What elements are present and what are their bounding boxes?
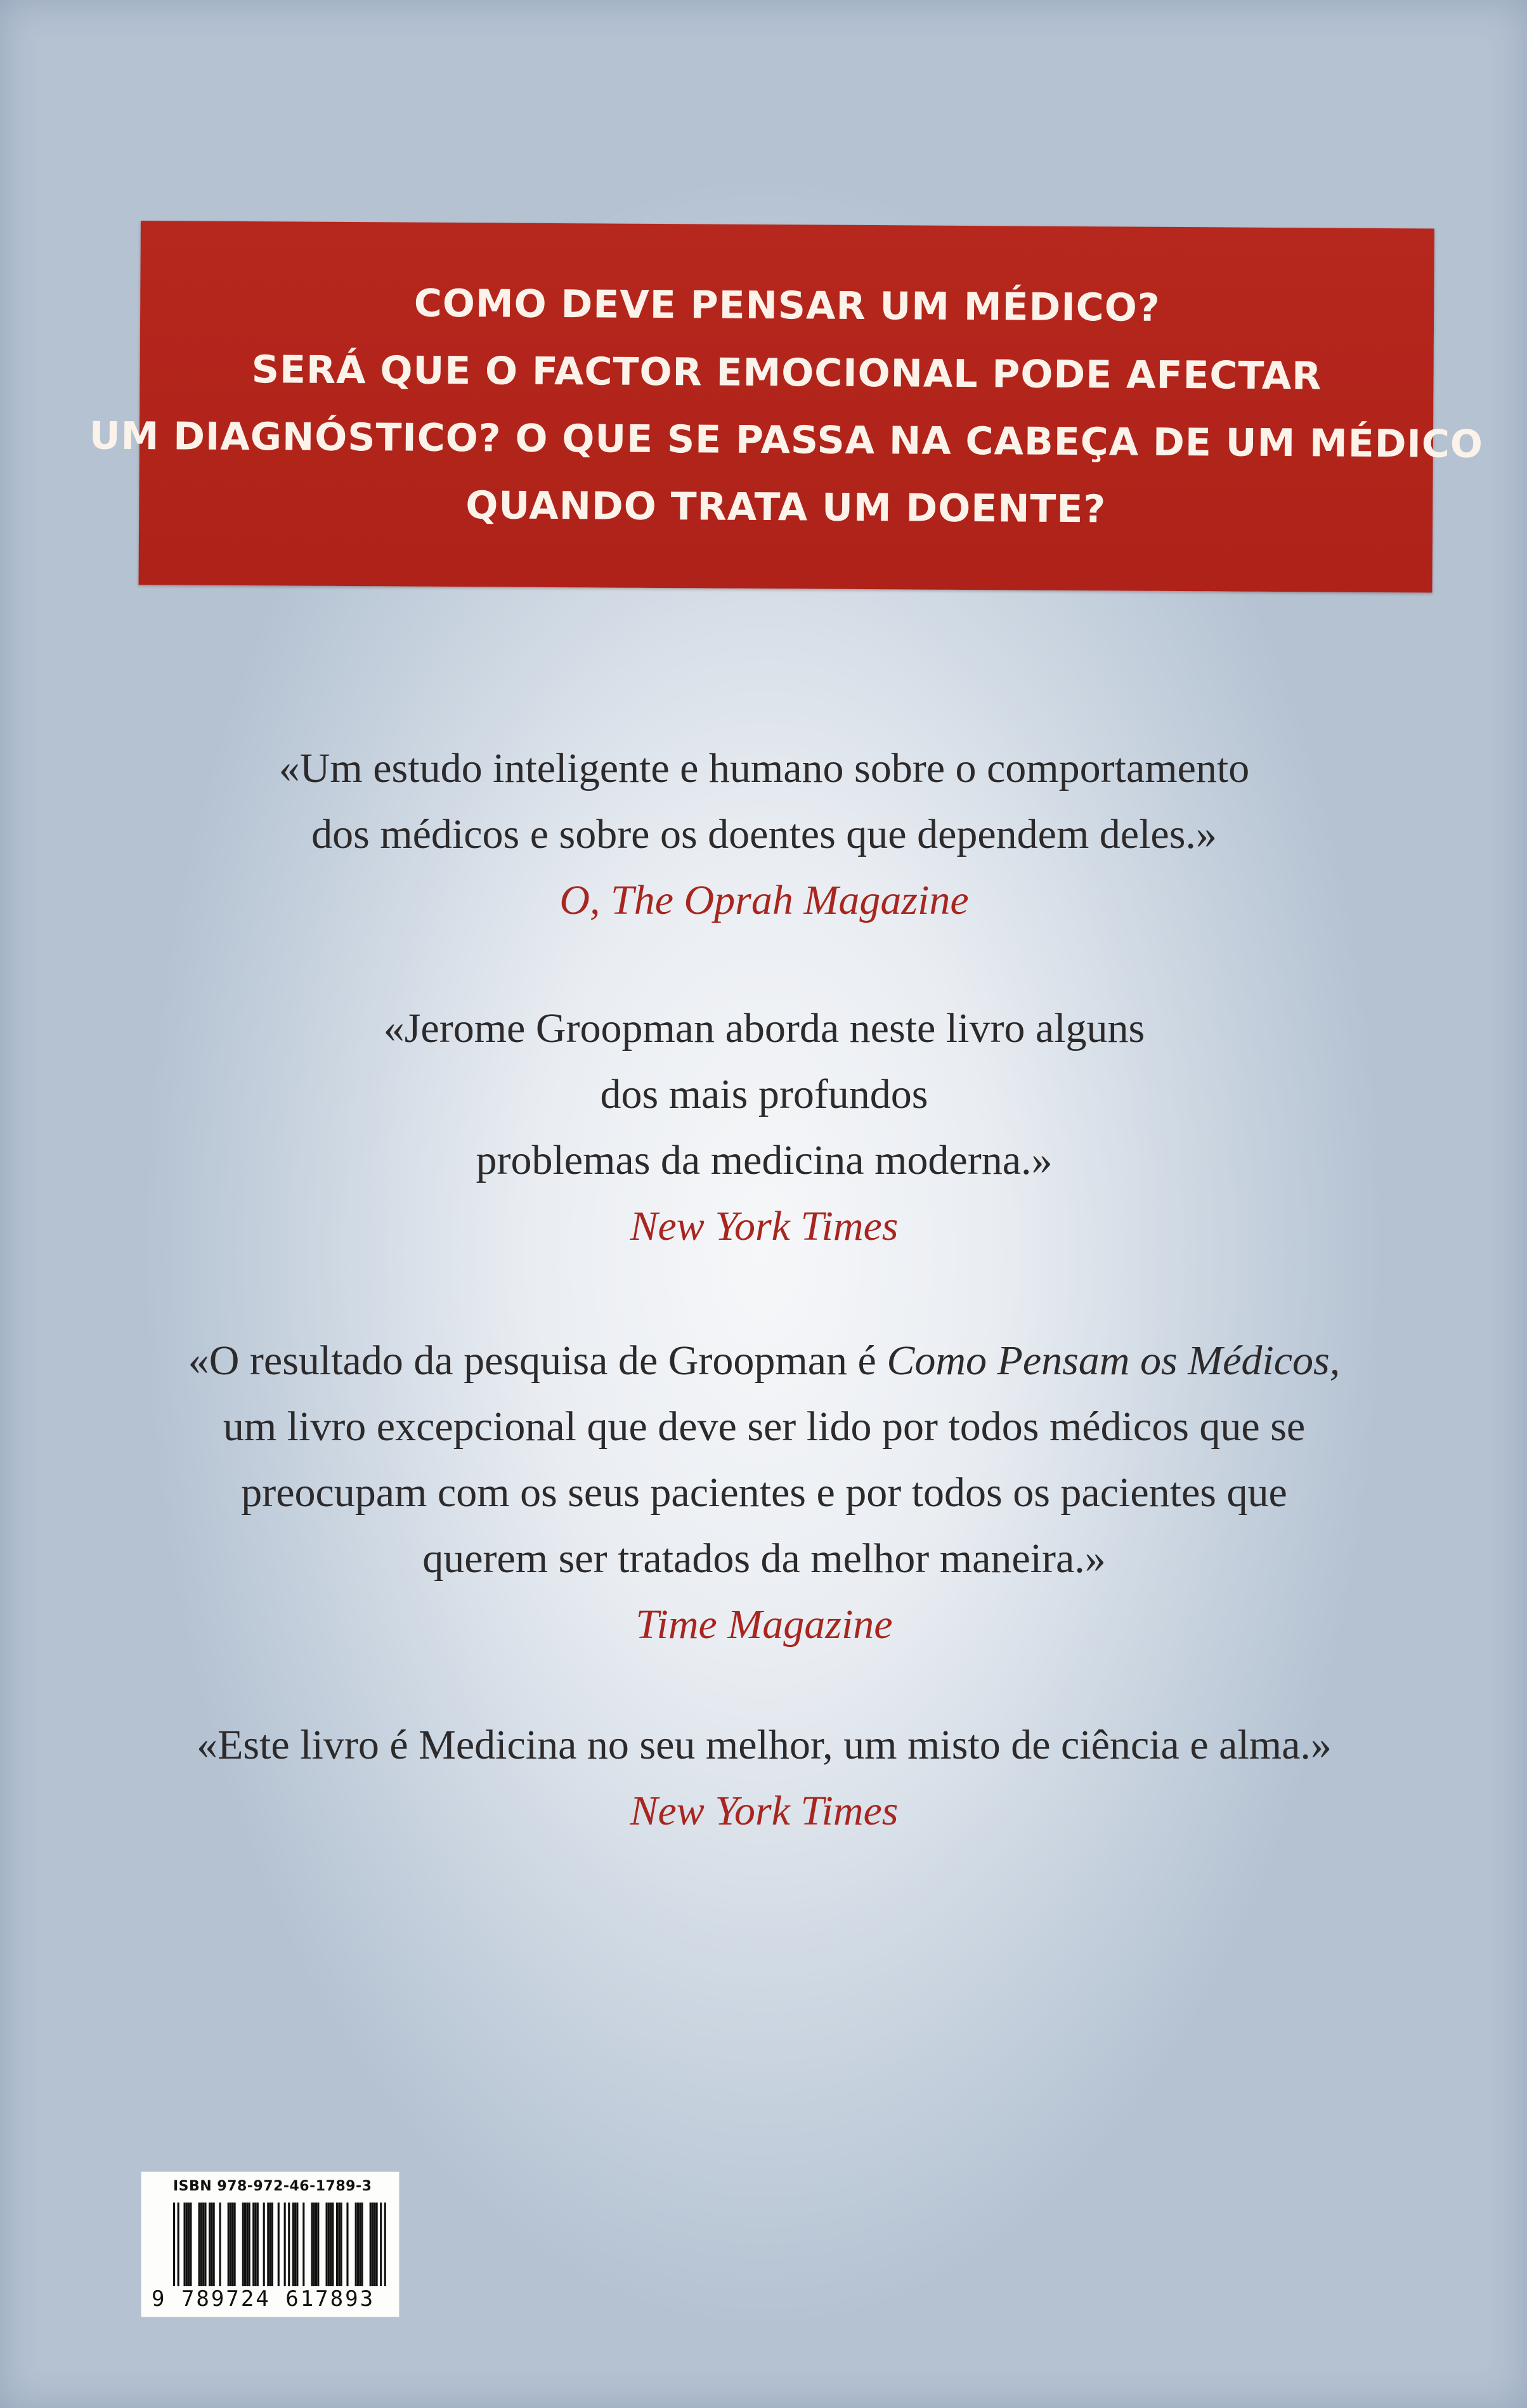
barcode-bar bbox=[270, 2203, 271, 2286]
barcode-bar bbox=[294, 2203, 296, 2286]
barcode-bars bbox=[173, 2203, 386, 2286]
barcode-bar bbox=[278, 2203, 280, 2286]
barcode-bar bbox=[186, 2203, 188, 2286]
barcode-bar bbox=[246, 2203, 248, 2286]
barcode-bar bbox=[183, 2203, 185, 2286]
barcode-bar bbox=[338, 2203, 340, 2286]
barcode-bar bbox=[271, 2203, 273, 2286]
review-quote-oprah bbox=[101, 736, 1427, 934]
barcode-bar bbox=[200, 2203, 202, 2286]
quote-source: O, The Oprah Magazine bbox=[559, 877, 969, 923]
barcode-bar bbox=[376, 2203, 378, 2286]
isbn-label: ISBN 978-972-46-1789-3 bbox=[173, 2178, 372, 2194]
barcode-bar bbox=[202, 2203, 204, 2286]
barcode-bar bbox=[328, 2203, 330, 2286]
barcode-bar bbox=[254, 2203, 256, 2286]
quote-line: preocupam com os seus pacientes e por todos os pacientes que bbox=[241, 1469, 1287, 1516]
review-quote-nyt-1 bbox=[101, 996, 1427, 1259]
barcode-bar bbox=[267, 2203, 269, 2286]
barcode-bar bbox=[336, 2203, 338, 2286]
banner-line: QUANDO TRATA UM DOENTE? bbox=[465, 483, 1107, 532]
barcode-bar bbox=[244, 2203, 246, 2286]
barcode-bar bbox=[230, 2203, 231, 2286]
isbn-barcode bbox=[141, 2171, 400, 2317]
quote-source: New York Times bbox=[630, 1788, 899, 1834]
quote-line: querem ser tratados da melhor maneira.» bbox=[422, 1535, 1106, 1582]
barcode-bar bbox=[370, 2203, 372, 2286]
barcode-bar bbox=[346, 2203, 348, 2286]
barcode-bar bbox=[357, 2203, 359, 2286]
barcode-bar bbox=[231, 2203, 233, 2286]
barcode-bar bbox=[302, 2203, 304, 2286]
barcode-bar bbox=[317, 2203, 319, 2286]
barcode-bar bbox=[380, 2203, 382, 2286]
quote-line: «Jerome Groopman aborda neste livro alguns bbox=[383, 1005, 1145, 1051]
quote-line: «Um estudo inteligente e humano sobre o comportamento bbox=[278, 745, 1250, 791]
barcode-digits: 9 789724 617893 bbox=[152, 2286, 375, 2312]
barcode-bar bbox=[249, 2203, 250, 2286]
barcode-bar bbox=[330, 2203, 332, 2286]
quote-line: dos mais profundos bbox=[600, 1071, 928, 1117]
quote-line: problemas da medicina moderna.» bbox=[476, 1137, 1053, 1183]
quote-line: dos médicos e sobre os doentes que dependem deles.» bbox=[311, 811, 1217, 857]
barcode-bar bbox=[359, 2203, 361, 2286]
barcode-bar bbox=[284, 2203, 286, 2286]
barcode-bar bbox=[219, 2203, 221, 2286]
barcode-bar bbox=[198, 2203, 200, 2286]
barcode-bar bbox=[190, 2203, 192, 2286]
barcode-bar bbox=[341, 2203, 342, 2286]
barcode-bar bbox=[292, 2203, 294, 2286]
review-quote-nyt-2 bbox=[101, 1712, 1427, 1844]
quote-text: «O resultado da pesquisa de Groopman é bbox=[188, 1337, 887, 1384]
barcode-bar bbox=[178, 2203, 179, 2286]
barcode-bar bbox=[209, 2203, 211, 2286]
barcode-bar bbox=[332, 2203, 334, 2286]
questions-banner bbox=[89, 221, 1484, 592]
barcode-bar bbox=[257, 2203, 259, 2286]
quote-line: um livro excepcional que deve ser lido por todos médicos que se bbox=[223, 1403, 1306, 1450]
barcode-bar bbox=[355, 2203, 357, 2286]
banner-line: COMO DEVE PENSAR UM MÉDICO? bbox=[413, 281, 1160, 330]
barcode-bar bbox=[384, 2203, 386, 2286]
barcode-bar bbox=[313, 2203, 315, 2286]
barcode-bar bbox=[234, 2203, 236, 2286]
review-quote-time bbox=[101, 1328, 1427, 1658]
barcode-bar bbox=[211, 2203, 212, 2286]
barcode-bar bbox=[213, 2203, 215, 2286]
barcode-bar bbox=[173, 2203, 175, 2286]
barcode-bar bbox=[263, 2203, 265, 2286]
barcode-bar bbox=[242, 2203, 244, 2286]
quote-line bbox=[101, 1328, 1427, 1394]
barcode-bar bbox=[228, 2203, 230, 2286]
barcode-bar bbox=[315, 2203, 317, 2286]
barcode-bar bbox=[374, 2203, 375, 2286]
barcode-bar bbox=[311, 2203, 313, 2286]
barcode-bar bbox=[296, 2203, 298, 2286]
quote-line: «Este livro é Medicina no seu melhor, um misto de ciência e alma.» bbox=[197, 1722, 1332, 1768]
barcode-bar bbox=[252, 2203, 254, 2286]
barcode-bar bbox=[288, 2203, 290, 2286]
quote-source: Time Magazine bbox=[635, 1601, 893, 1648]
quote-source: New York Times bbox=[630, 1203, 899, 1249]
banner-line: SERÁ QUE O FACTOR EMOCIONAL PODE AFECTAR bbox=[251, 348, 1322, 399]
barcode-bar bbox=[188, 2203, 190, 2286]
barcode-bar bbox=[372, 2203, 374, 2286]
barcode-bar bbox=[325, 2203, 327, 2286]
banner-line: UM DIAGNÓSTICO? O QUE SE PASSA NA CABEÇA DE UM MÉDICO bbox=[89, 413, 1484, 467]
book-title: Como Pensam os Médicos, bbox=[887, 1337, 1341, 1384]
barcode-bar bbox=[204, 2203, 206, 2286]
barcode-bar bbox=[361, 2203, 363, 2286]
